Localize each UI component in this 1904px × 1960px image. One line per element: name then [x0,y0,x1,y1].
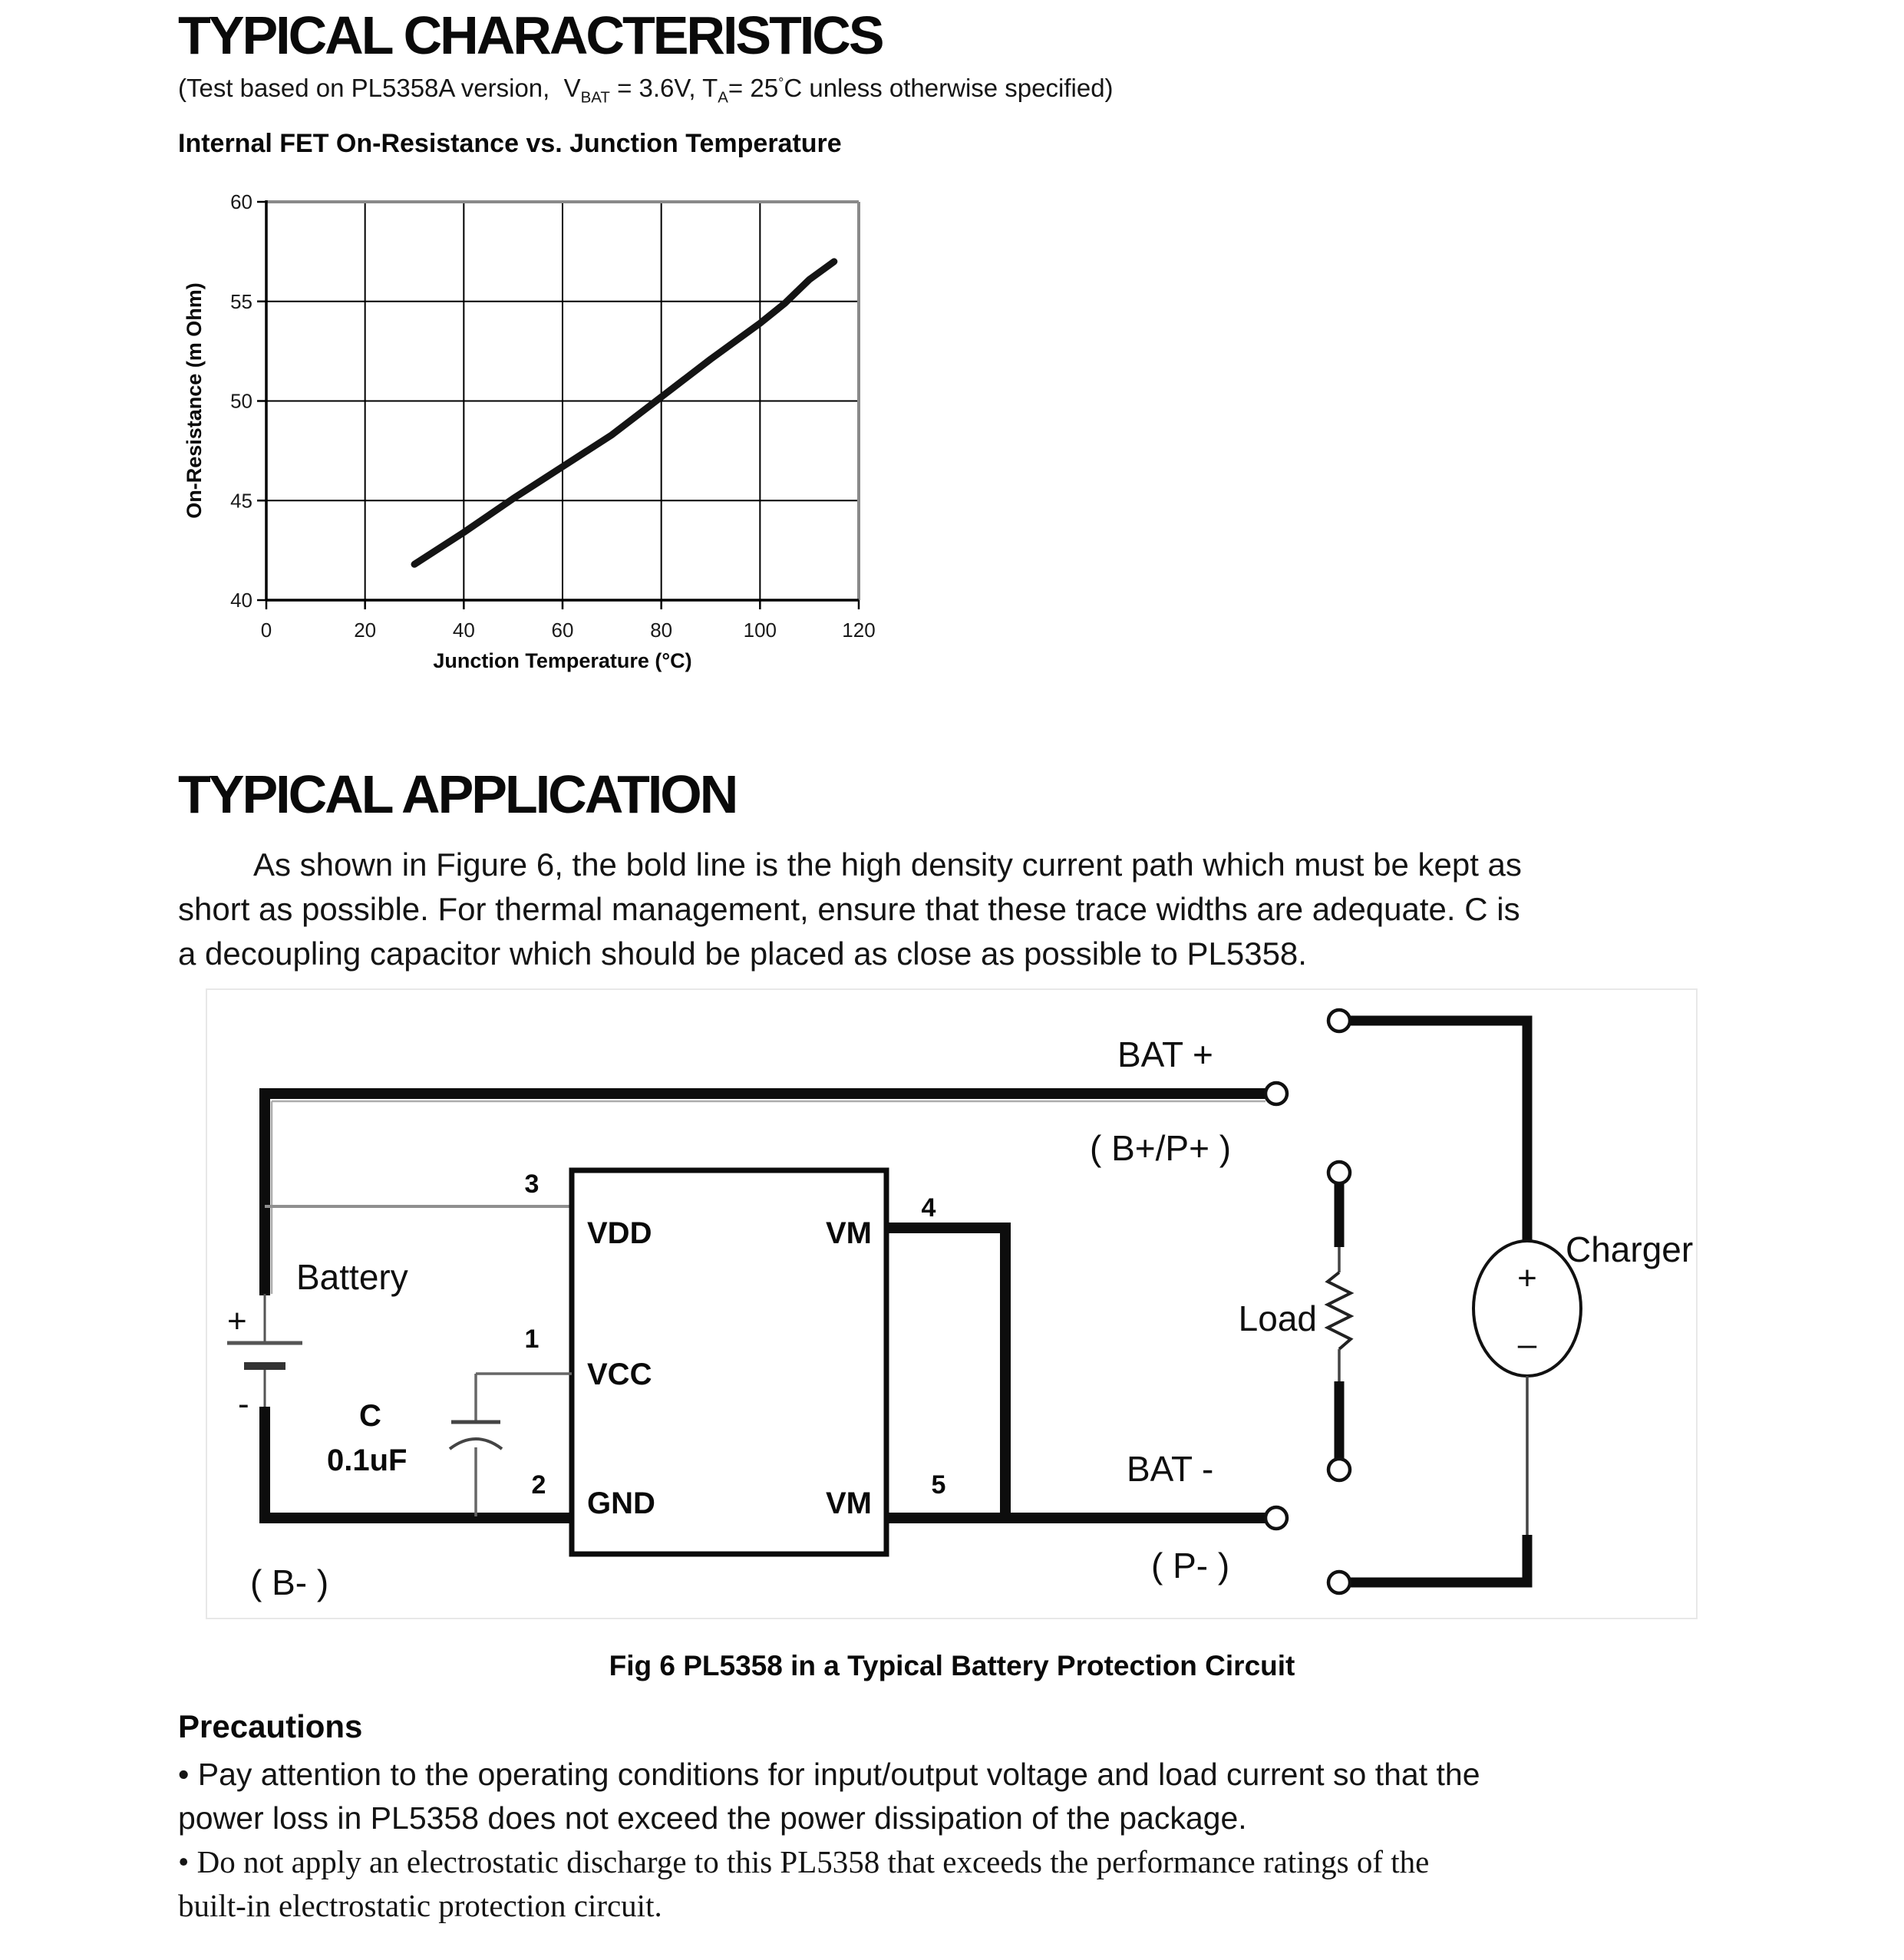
terminal-bat-plus [1265,1083,1287,1104]
battery-plus-sign: + [227,1302,247,1340]
battery-minus-sign: - [238,1385,249,1423]
conditions-part3: = 25 [728,74,779,102]
chart-heading: Internal FET On-Resistance vs. Junction Temperature [178,129,842,158]
y-tick-label: 45 [230,489,252,513]
terminal-load-top [1328,1162,1350,1183]
x-tick-label: 40 [452,619,475,642]
y-tick-label: 50 [230,389,252,413]
conditions-part2: = 3.6V, T [609,74,718,102]
battery-label: Battery [296,1257,408,1297]
bold-wire-charger-top [1350,1021,1527,1242]
x-tick-label: 120 [842,619,876,642]
load-resistor [1328,1272,1351,1349]
paragraph-line: As shown in Figure 6, the bold line is the high density current path which must be kept as [253,846,1522,883]
pin3-number: 3 [524,1170,540,1199]
on-resistance-chart [177,170,909,696]
application-title: TYPICAL APPLICATION [178,764,737,824]
on-resistance-curve [414,262,834,564]
y-tick-label: 40 [230,589,252,612]
x-tick-label: 80 [650,619,673,642]
capacitor-value: 0.1uF [327,1444,408,1477]
charger-plus-sign: + [1517,1259,1537,1297]
pin2-number: 2 [531,1470,546,1500]
x-tick-label: 100 [743,619,777,642]
pin1-number: 1 [524,1325,540,1354]
bat-minus-label: BAT - [1127,1449,1214,1489]
battery-protection-circuit-figure [206,988,1698,1619]
x-tick-label: 60 [551,619,574,642]
bp-pp-label: ( B+/P+ ) [1090,1128,1232,1168]
page-title: TYPICAL CHARACTERISTICS [178,5,883,65]
conditions-part1: (Test based on PL5358A version, V [178,74,581,102]
degree-symbol: ° [778,75,784,91]
test-conditions [178,74,1114,107]
y-tick-label: 60 [230,190,252,213]
ic-pin-vm-bottom: VM [826,1486,872,1520]
x-tick-label: 20 [354,619,377,642]
paragraph-line: short as possible. For thermal management, ensure that these trace widths are adequate. C is [178,891,1520,927]
capacitor-name: C [359,1399,381,1433]
precaution-bullet-line: • Pay attention to the operating conditions for input/output voltage and load current so that the [178,1757,1480,1792]
figure-caption: Fig 6 PL5358 in a Typical Battery Protection Circuit [609,1650,1295,1681]
load-label: Load [1238,1298,1317,1338]
ic-pin-gnd: GND [587,1486,655,1520]
precautions-title: Precautions [178,1708,363,1744]
conditions-part4: C unless otherwise specified) [784,74,1114,102]
application-paragraph [178,843,1522,976]
x-axis-title: Junction Temperature (°C) [433,649,692,672]
bold-wire-gnd-path [265,1407,572,1518]
charger-minus-sign: – [1517,1325,1537,1363]
terminal-charger-bottom [1328,1572,1350,1593]
precaution-bullet-line: power loss in PL5358 does not exceed the power dissipation of the package. [178,1800,1247,1836]
x-tick-label: 0 [260,619,272,642]
terminal-charger-top [1328,1010,1350,1031]
precaution-bullet-line: built-in electrostatic protection circuit. [178,1888,662,1923]
ta-subscript: A [718,88,728,107]
pin5-number: 5 [931,1470,946,1500]
terminal-load-bottom [1328,1459,1350,1480]
p-minus-label: ( P- ) [1151,1546,1230,1585]
ic-pin-vm-top: VM [826,1216,872,1250]
bat-plus-label: BAT + [1117,1034,1213,1074]
precaution-bullet-line: • Do not apply an electrostatic discharge to this PL5358 that exceeds the performance ratings of the [178,1844,1430,1879]
bold-wire-charger-bottom [1350,1535,1527,1582]
precautions-list [178,1753,1480,1928]
ic-pin-vdd: VDD [587,1216,652,1250]
vbat-subscript: BAT [580,88,610,107]
pin4-number: 4 [921,1193,936,1223]
charger-label: Charger [1566,1229,1694,1269]
ic-pin-vcc: VCC [587,1358,652,1391]
terminal-bat-minus [1265,1507,1287,1529]
bold-wire-vm4-path [886,1228,1005,1518]
y-tick-label: 55 [230,289,252,313]
b-minus-label: ( B- ) [250,1562,329,1602]
y-axis-title: On-Resistance (m Ohm) [183,282,206,519]
paragraph-line: a decoupling capacitor which should be placed as close as possible to PL5358. [178,935,1307,972]
